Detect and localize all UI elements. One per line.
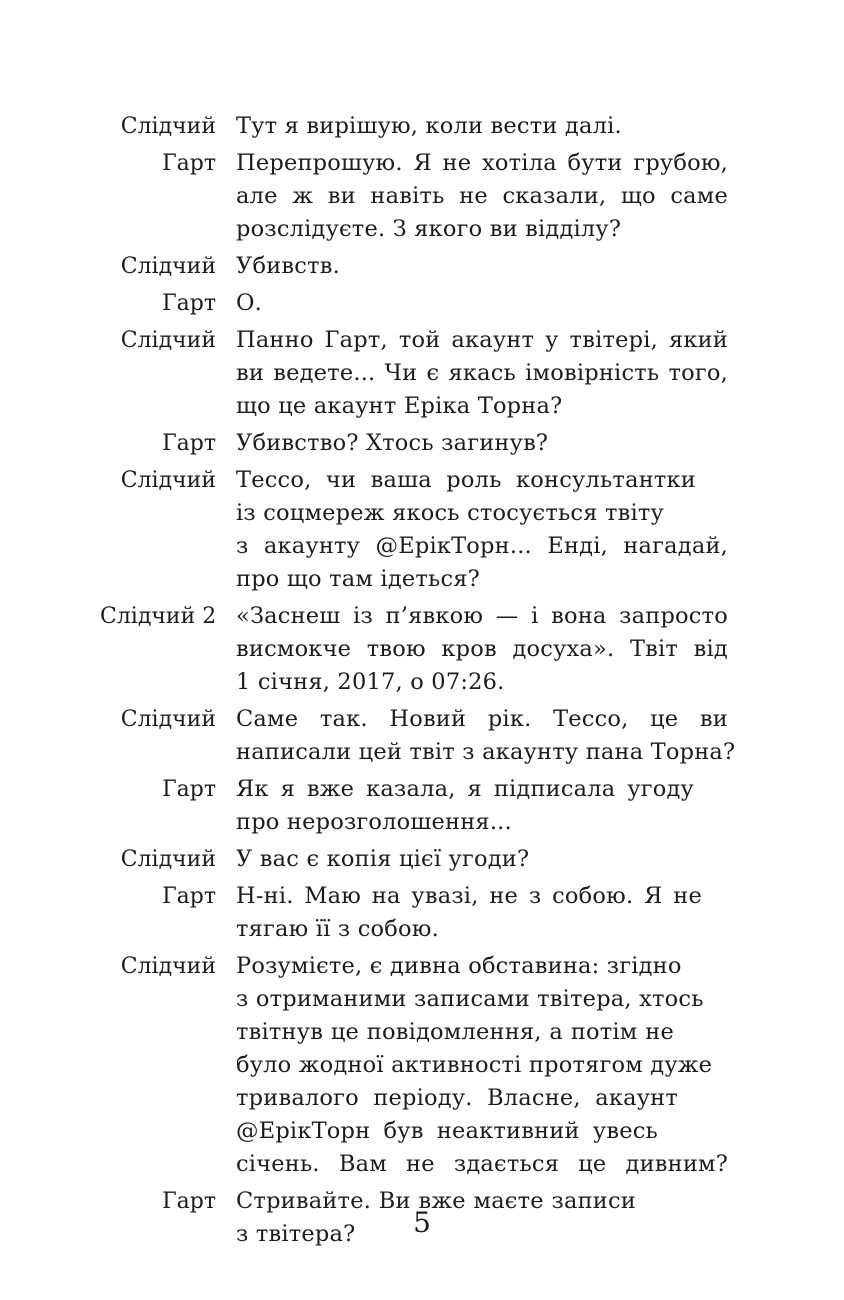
speech-line: січень. Вам не здається це дивним? [236, 1151, 728, 1177]
dialogue-entry [100, 703, 760, 769]
speech-text [236, 250, 760, 283]
speaker-name: Слідчий [120, 114, 216, 139]
speech-line: але ж ви навіть не сказали, що саме [236, 183, 728, 209]
speech-line: Стривайте. Ви вже маєте записи [236, 1188, 636, 1214]
dialogue-entry [100, 250, 760, 283]
speech-text [236, 287, 760, 320]
speech-line: @ЕрікТорн був неактивний увесь [236, 1118, 658, 1144]
speech-line: Як я вже казала, я підписала угоду [236, 776, 694, 802]
page-number: 5 [413, 1206, 431, 1239]
speech-line: Тессо, чи ваша роль консультантки [236, 467, 696, 493]
dialogue-entry [100, 287, 760, 320]
speech-line: було жодної активності протягом дуже [236, 1052, 713, 1078]
dialogue-entry [100, 427, 760, 460]
speech-text [236, 464, 760, 596]
speaker-name: Слідчий [120, 254, 216, 279]
speech-line: твітнув це повідомлення, а потім не [236, 1019, 674, 1045]
speech-line: що це акаунт Еріка Торна? [236, 393, 563, 419]
speech-line: Тут я вирішую, коли вести далі. [236, 113, 622, 139]
speech-text [236, 324, 760, 423]
dialogue-entry [100, 600, 760, 699]
speaker-name: Гарт [162, 777, 216, 802]
speaker-name: Слідчий [120, 468, 216, 493]
speech-text [236, 600, 760, 699]
speech-line: про що там ідеться? [236, 566, 480, 592]
speech-line: Перепрошую. Я не хотіла бути грубою, [236, 150, 728, 176]
speaker-name: Гарт [162, 884, 216, 909]
speech-line: Панно Гарт, той акаунт у твітері, який [236, 327, 728, 353]
speaker-name: Слідчий [120, 847, 216, 872]
speech-line: з акаунту @ЕрікТорн... Енді, нагадай, [236, 533, 728, 559]
speaker-name: Гарт [162, 1189, 216, 1214]
dialogue-entry [100, 880, 760, 946]
dialogue-transcript [100, 110, 760, 1255]
speech-line: з отриманими записами твітера, хтось [236, 986, 704, 1012]
speech-line: з твітера? [236, 1221, 356, 1247]
speech-text [236, 880, 760, 946]
dialogue-entry [100, 324, 760, 423]
speech-text [236, 950, 760, 1181]
dialogue-entry [100, 464, 760, 596]
speech-line: У вас є копія цієї угоди? [236, 846, 530, 872]
speaker-name: Слідчий 2 [100, 604, 217, 629]
dialogue-entry [100, 843, 760, 876]
speech-line: тривалого періоду. Власне, акаунт [236, 1085, 678, 1111]
speech-text [236, 773, 760, 839]
speech-line: ви ведете... Чи є якась імовірність того, [236, 360, 728, 386]
speaker-name: Слідчий [120, 707, 216, 732]
speech-line: О. [236, 290, 262, 316]
speech-line: Н-ні. Маю на увазі, не з собою. Я не [236, 883, 702, 909]
speaker-name: Слідчий [120, 328, 216, 353]
speech-line: «Заснеш із п’явкою — і вона запросто [236, 603, 728, 629]
speech-line: Розумієте, є дивна обставина: згідно [236, 953, 682, 979]
speech-line: Саме так. Новий рік. Тессо, це ви [236, 706, 728, 732]
speech-line: написали цей твіт з акаунту пана Торна? [236, 739, 736, 765]
speech-line: 1 січня, 2017, о 07:26. [236, 669, 505, 695]
speech-text [236, 147, 760, 246]
speaker-name: Гарт [162, 431, 216, 456]
speech-line: висмокче твою кров досуха». Твіт від [236, 636, 728, 662]
speaker-name: Слідчий [120, 954, 216, 979]
speech-line: Убивство? Хтось загинув? [236, 430, 549, 456]
speech-line: із соцмереж якось стосується твіту [236, 500, 664, 526]
speech-line: про нерозголошення... [236, 809, 512, 835]
speech-line: розслідуєте. З якого ви відділу? [236, 216, 622, 242]
speech-line: тягаю її з собою. [236, 916, 439, 942]
speech-line: Убивств. [236, 253, 340, 279]
speech-text [236, 843, 760, 876]
speech-text [236, 427, 760, 460]
dialogue-entry [100, 950, 760, 1181]
speaker-name: Гарт [162, 151, 216, 176]
dialogue-entry [100, 110, 760, 143]
speaker-name: Гарт [162, 291, 216, 316]
dialogue-entry [100, 773, 760, 839]
speech-text [236, 703, 760, 769]
dialogue-entry [100, 147, 760, 246]
speech-text [236, 110, 760, 143]
